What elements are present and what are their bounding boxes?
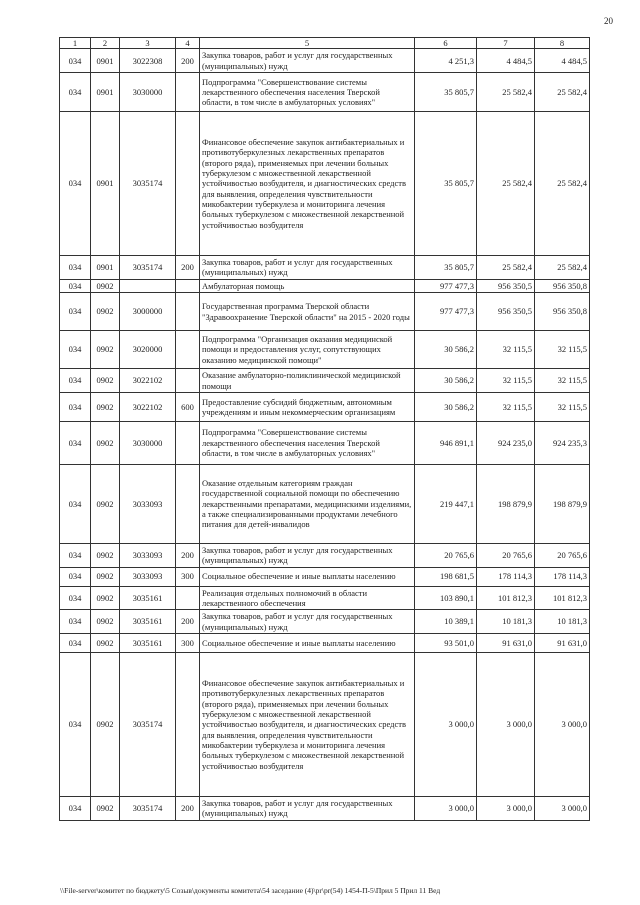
- table-cell: [176, 279, 200, 292]
- table-cell: 0901: [91, 49, 120, 73]
- table-cell: 3035161: [120, 634, 176, 653]
- table-cell: 32 115,5: [477, 369, 535, 393]
- header-cell-8: 8: [535, 38, 590, 49]
- table-cell: [176, 369, 200, 393]
- table-cell: 20 765,6: [477, 543, 535, 567]
- table-cell: 600: [176, 392, 200, 421]
- table-cell: 034: [60, 653, 91, 797]
- table-cell: Реализация отдельных полномочий в области лекарственного обеспечения: [200, 586, 415, 610]
- table-cell: Оказание отдельным категориям граждан государственной социальной помощи по обеспечению лекарственными препаратами, медицинскими изделиями, а также специализированными продуктами лечебного питания для детей-инвалидов: [200, 464, 415, 543]
- table-cell: [176, 464, 200, 543]
- table-cell: 924 235,0: [477, 421, 535, 464]
- table-cell: 3030000: [120, 73, 176, 112]
- table-cell: 178 114,3: [477, 567, 535, 586]
- table-cell: 32 115,5: [535, 392, 590, 421]
- file-path-footer: \\File-server\комитет по бюджету\5 Созыв\документы комитета\54 заседание (4)\pr\pr(54) 1454-П-5\Прил 5 Прил 11 Вед: [60, 886, 441, 895]
- table-cell: 198 879,9: [535, 464, 590, 543]
- table-cell: Закупка товаров, работ и услуг для государственных (муниципальных) нужд: [200, 256, 415, 280]
- table-cell: 20 765,6: [415, 543, 477, 567]
- table-cell: Подпрограмма "Совершенствование системы лекарственного обеспечения населения Тверской области, в том числе в амбулаторных условиях": [200, 421, 415, 464]
- table-cell: 0902: [91, 331, 120, 369]
- table-cell: 30 586,2: [415, 331, 477, 369]
- table-cell: 034: [60, 331, 91, 369]
- table-row: [60, 464, 590, 543]
- table-cell: [176, 586, 200, 610]
- table-cell: 91 631,0: [477, 634, 535, 653]
- table-cell: 3030000: [120, 421, 176, 464]
- table-row: [60, 610, 590, 634]
- table-cell: 32 115,5: [477, 392, 535, 421]
- table-cell: [176, 653, 200, 797]
- table-cell: Предоставление субсидий бюджетным, автономным учреждениям и иным некоммерческим организациям: [200, 392, 415, 421]
- table-cell: 32 115,5: [477, 331, 535, 369]
- table-cell: 3033093: [120, 567, 176, 586]
- table-cell: 4 251,3: [415, 49, 477, 73]
- table-cell: 0901: [91, 73, 120, 112]
- table-cell: 198 681,5: [415, 567, 477, 586]
- table-row: [60, 634, 590, 653]
- table-row: [60, 567, 590, 586]
- table-cell: 35 805,7: [415, 112, 477, 256]
- table-cell: 034: [60, 567, 91, 586]
- table-cell: [176, 421, 200, 464]
- table-cell: Социальное обеспечение и иные выплаты населению: [200, 567, 415, 586]
- table-cell: 034: [60, 73, 91, 112]
- page-number: 20: [604, 16, 613, 26]
- table-cell: 3033093: [120, 464, 176, 543]
- table-cell: 956 350,8: [535, 279, 590, 292]
- table-cell: 0902: [91, 392, 120, 421]
- table-row: [60, 653, 590, 797]
- table-cell: 034: [60, 369, 91, 393]
- table-cell: Финансовое обеспечение закупок антибактериальных и противотуберкулезных лекарственных препаратов (второго ряда), применяемых при лечении больных туберкулезом с множественной лекарственной устойчивостью возбудителя, и диагностических средств для выявления, определения чувствительности микобактерии туберкулеза и мониторинга лечения больных туберкулезом с множественной лекарственной устойчивостью возбудителя: [200, 653, 415, 797]
- table-row: [60, 543, 590, 567]
- table-cell: 0902: [91, 464, 120, 543]
- table-cell: 034: [60, 543, 91, 567]
- table-cell: 10 181,3: [535, 610, 590, 634]
- table-cell: 91 631,0: [535, 634, 590, 653]
- header-cell-2: 2: [91, 38, 120, 49]
- table-row: [60, 279, 590, 292]
- table-cell: Подпрограмма "Совершенствование системы лекарственного обеспечения населения Тверской области, в том числе в амбулаторных условиях": [200, 73, 415, 112]
- table-cell: 30 586,2: [415, 369, 477, 393]
- table-cell: Финансовое обеспечение закупок антибактериальных и противотуберкулезных лекарственных препаратов (второго ряда), применяемых при лечении больных туберкулезом с множественной лекарственной устойчивостью возбудителя, и диагностических средств для выявления, определения чувствительности микобактерии туберкулеза и мониторинга лечения больных туберкулезом с множественной лекарственной устойчивостью возбудителя: [200, 112, 415, 256]
- table-cell: 977 477,3: [415, 293, 477, 331]
- table-row: [60, 73, 590, 112]
- table-cell: 034: [60, 586, 91, 610]
- table-cell: 25 582,4: [477, 112, 535, 256]
- table-cell: 946 891,1: [415, 421, 477, 464]
- table-cell: 3 000,0: [535, 797, 590, 821]
- table-row: [60, 256, 590, 280]
- table-cell: 25 582,4: [477, 73, 535, 112]
- table-cell: 3 000,0: [535, 653, 590, 797]
- table-cell: 956 350,5: [477, 279, 535, 292]
- table-cell: 0902: [91, 634, 120, 653]
- table-cell: 3022308: [120, 49, 176, 73]
- table-cell: 101 812,3: [535, 586, 590, 610]
- table-cell: 93 501,0: [415, 634, 477, 653]
- table-row: [60, 331, 590, 369]
- table-body: [60, 49, 590, 820]
- table-cell: 034: [60, 293, 91, 331]
- table-row: [60, 797, 590, 821]
- table-cell: 35 805,7: [415, 73, 477, 112]
- table-cell: 0902: [91, 293, 120, 331]
- table-row: [60, 586, 590, 610]
- table-cell: 101 812,3: [477, 586, 535, 610]
- table-cell: 0902: [91, 421, 120, 464]
- table-cell: 034: [60, 112, 91, 256]
- table-cell: 0902: [91, 369, 120, 393]
- table-row: [60, 392, 590, 421]
- table-cell: 3035161: [120, 610, 176, 634]
- table-cell: 0901: [91, 256, 120, 280]
- table-cell: 200: [176, 256, 200, 280]
- table-cell: 3020000: [120, 331, 176, 369]
- table-cell: 200: [176, 543, 200, 567]
- table-cell: 034: [60, 392, 91, 421]
- table-cell: 3 000,0: [477, 797, 535, 821]
- table-cell: 0902: [91, 653, 120, 797]
- table-cell: 4 484,5: [477, 49, 535, 73]
- table-cell: Социальное обеспечение и иные выплаты населению: [200, 634, 415, 653]
- header-cell-6: 6: [415, 38, 477, 49]
- table-cell: 200: [176, 49, 200, 73]
- table-cell: 20 765,6: [535, 543, 590, 567]
- table-cell: 178 114,3: [535, 567, 590, 586]
- header-cell-3: 3: [120, 38, 176, 49]
- table-cell: 10 181,3: [477, 610, 535, 634]
- table-cell: 924 235,3: [535, 421, 590, 464]
- table-cell: 200: [176, 797, 200, 821]
- table-cell: 32 115,5: [535, 331, 590, 369]
- table-cell: Закупка товаров, работ и услуг для государственных (муниципальных) нужд: [200, 797, 415, 821]
- table-cell: Закупка товаров, работ и услуг для государственных (муниципальных) нужд: [200, 49, 415, 73]
- table-cell: 3022102: [120, 369, 176, 393]
- table-cell: 0902: [91, 567, 120, 586]
- table-cell: 0902: [91, 797, 120, 821]
- table-cell: 3 000,0: [415, 797, 477, 821]
- table-cell: 0902: [91, 543, 120, 567]
- table-cell: 956 350,5: [477, 293, 535, 331]
- table-cell: 300: [176, 567, 200, 586]
- table-cell: Государственная программа Тверской области "Здравоохранение Тверской области" на 2015 - 2020 годы: [200, 293, 415, 331]
- table-cell: Амбулаторная помощь: [200, 279, 415, 292]
- table-cell: 034: [60, 634, 91, 653]
- budget-table: [59, 37, 590, 821]
- table-cell: 0902: [91, 610, 120, 634]
- header-cell-5: 5: [200, 38, 415, 49]
- table-cell: 034: [60, 610, 91, 634]
- header-cell-4: 4: [176, 38, 200, 49]
- table-cell: 3035161: [120, 586, 176, 610]
- table-cell: [176, 331, 200, 369]
- table-cell: 25 582,4: [535, 256, 590, 280]
- table-cell: 32 115,5: [535, 369, 590, 393]
- table-cell: 3022102: [120, 392, 176, 421]
- table-cell: 35 805,7: [415, 256, 477, 280]
- table-cell: Закупка товаров, работ и услуг для государственных (муниципальных) нужд: [200, 543, 415, 567]
- table-cell: 3035174: [120, 797, 176, 821]
- table-cell: 4 484,5: [535, 49, 590, 73]
- table-cell: 034: [60, 464, 91, 543]
- header-cell-1: 1: [60, 38, 91, 49]
- table-cell: 3035174: [120, 256, 176, 280]
- table-cell: [176, 112, 200, 256]
- table-cell: 219 447,1: [415, 464, 477, 543]
- table-cell: [176, 73, 200, 112]
- table-cell: [176, 293, 200, 331]
- table-row: [60, 49, 590, 73]
- table-cell: 034: [60, 421, 91, 464]
- header-cell-7: 7: [477, 38, 535, 49]
- table-cell: 30 586,2: [415, 392, 477, 421]
- table-row: [60, 112, 590, 256]
- table-cell: [120, 279, 176, 292]
- table-cell: 300: [176, 634, 200, 653]
- table-row: [60, 369, 590, 393]
- table-cell: 0902: [91, 279, 120, 292]
- table-cell: Оказание амбулаторно-поликлинической медицинской помощи: [200, 369, 415, 393]
- table-cell: 3033093: [120, 543, 176, 567]
- table-cell: 3035174: [120, 653, 176, 797]
- table-cell: 10 389,1: [415, 610, 477, 634]
- table-cell: 0901: [91, 112, 120, 256]
- table-cell: 034: [60, 256, 91, 280]
- table-cell: 0902: [91, 586, 120, 610]
- table-cell: 3000000: [120, 293, 176, 331]
- table-cell: 25 582,4: [535, 112, 590, 256]
- table-cell: 25 582,4: [477, 256, 535, 280]
- table-header-row: [60, 38, 590, 49]
- table-cell: 200: [176, 610, 200, 634]
- table-cell: 034: [60, 797, 91, 821]
- table-cell: 103 890,1: [415, 586, 477, 610]
- table-cell: 3 000,0: [477, 653, 535, 797]
- table-cell: 034: [60, 49, 91, 73]
- table-cell: 977 477,3: [415, 279, 477, 292]
- table-cell: 198 879,9: [477, 464, 535, 543]
- table-row: [60, 421, 590, 464]
- table-row: [60, 293, 590, 331]
- table-cell: 25 582,4: [535, 73, 590, 112]
- table-cell: 3035174: [120, 112, 176, 256]
- table-cell: Подпрограмма "Организация оказания медицинской помощи и предоставления услуг, сопутствующих оказанию медицинской помощи": [200, 331, 415, 369]
- table-cell: Закупка товаров, работ и услуг для государственных (муниципальных) нужд: [200, 610, 415, 634]
- table-cell: 034: [60, 279, 91, 292]
- table-cell: 3 000,0: [415, 653, 477, 797]
- table-cell: 956 350,8: [535, 293, 590, 331]
